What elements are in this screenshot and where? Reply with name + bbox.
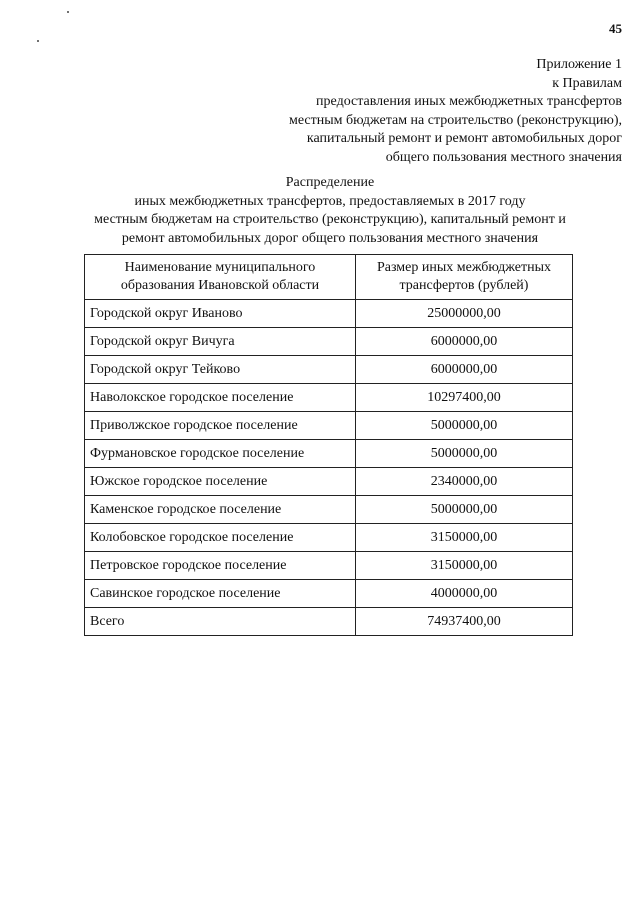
- heading-line: ремонт автомобильных дорог общего пользования местного значения: [121, 230, 539, 246]
- scan-speck: [67, 11, 69, 13]
- heading-line: иных межбюджетных трансфертов, предоставляемых в 2017 году: [134, 193, 526, 209]
- municipality-name-cell: Южское городское поселение: [85, 468, 356, 496]
- heading-line: местным бюджетам на строительство (реконструкцию), капитальный ремонт и: [94, 212, 566, 227]
- transfer-amount-cell: 4000000,00: [356, 580, 573, 608]
- transfer-amount-cell: 25000000,00: [356, 300, 573, 328]
- municipality-name-cell: Каменское городское поселение: [85, 496, 356, 524]
- appendix-line: капитальный ремонт и ремонт автомобильных дорог: [306, 131, 622, 146]
- transfer-amount-cell: 5000000,00: [356, 440, 573, 468]
- appendix-block: [202, 56, 622, 167]
- table-row: [85, 496, 573, 524]
- heading-title: Распределение: [285, 175, 375, 190]
- transfer-amount-cell: 5000000,00: [356, 496, 573, 524]
- appendix-line: местным бюджетам на строительство (реконструкцию),: [288, 112, 622, 128]
- transfer-amount-cell: 3150000,00: [356, 524, 573, 552]
- table-header-row: [85, 255, 573, 300]
- column-header-amount-line: трансфертов (рублей): [399, 278, 529, 293]
- column-header-amount-line: Размер иных межбюджетных: [376, 260, 552, 275]
- municipality-name-cell: Приволжское городское поселение: [85, 412, 356, 440]
- table-row: [85, 440, 573, 468]
- distribution-heading: [40, 174, 620, 248]
- table-row: [85, 356, 573, 384]
- appendix-line: к Правилам: [552, 75, 622, 91]
- transfer-amount-cell: 74937400,00: [356, 608, 573, 636]
- transfer-amount-cell: 5000000,00: [356, 412, 573, 440]
- column-header-name-line: Наименование муниципального: [124, 260, 316, 275]
- table-row: [85, 412, 573, 440]
- table-row: [85, 552, 573, 580]
- appendix-line: общего пользования местного значения: [385, 149, 622, 165]
- municipality-name-cell: Фурмановское городское поселение: [85, 440, 356, 468]
- table-row: [85, 300, 573, 328]
- appendix-line: предоставления иных межбюджетных трансфертов: [316, 94, 622, 109]
- table-row: [85, 328, 573, 356]
- municipality-name-cell: Городской округ Вичуга: [85, 328, 356, 356]
- column-header-name-line: образования Ивановской области: [120, 278, 320, 293]
- appendix-title: Приложение 1: [536, 57, 622, 72]
- table-body: [85, 300, 573, 636]
- municipality-name-cell: Савинское городское поселение: [85, 580, 356, 608]
- table-row: [85, 580, 573, 608]
- transfer-amount-cell: 6000000,00: [356, 328, 573, 356]
- municipality-name-cell: Наволокское городское поселение: [85, 384, 356, 412]
- page-number: 45: [609, 21, 622, 36]
- municipality-name-cell: Городской округ Иваново: [85, 300, 356, 328]
- scan-speck: [37, 40, 39, 42]
- transfers-table: [84, 254, 573, 636]
- column-header-name: [85, 255, 356, 300]
- municipality-name-cell: Городской округ Тейково: [85, 356, 356, 384]
- table-row: [85, 468, 573, 496]
- column-header-amount: [356, 255, 573, 300]
- table-row: [85, 524, 573, 552]
- table-row: [85, 384, 573, 412]
- municipality-name-cell: Петровское городское поселение: [85, 552, 356, 580]
- transfer-amount-cell: 6000000,00: [356, 356, 573, 384]
- total-row: [85, 608, 573, 636]
- transfer-amount-cell: 2340000,00: [356, 468, 573, 496]
- transfer-amount-cell: 10297400,00: [356, 384, 573, 412]
- municipality-name-cell: Всего: [85, 608, 356, 636]
- transfer-amount-cell: 3150000,00: [356, 552, 573, 580]
- municipality-name-cell: Колобовское городское поселение: [85, 524, 356, 552]
